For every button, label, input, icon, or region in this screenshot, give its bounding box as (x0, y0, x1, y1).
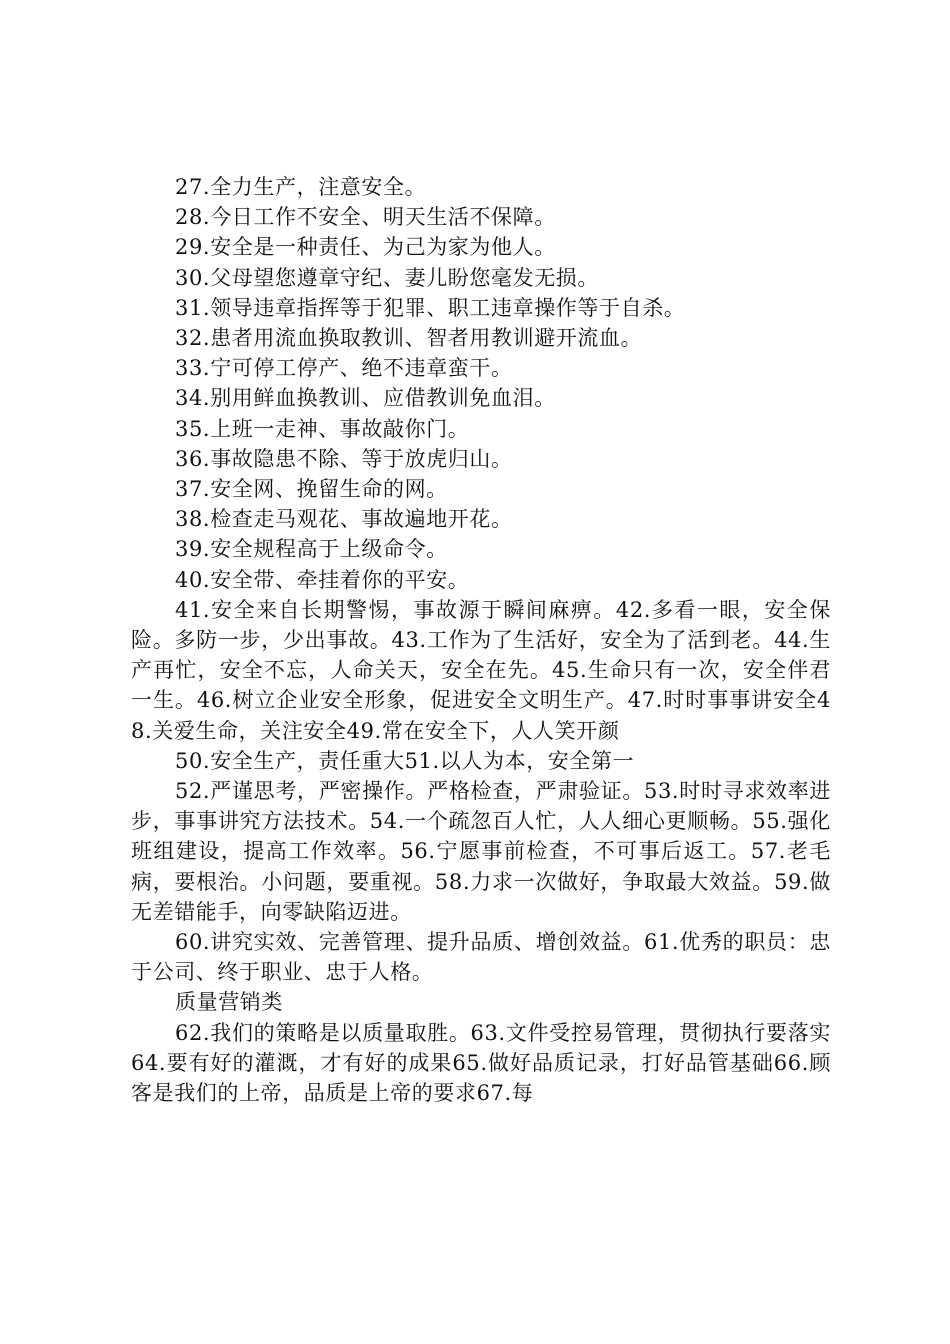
slogan-line-35: 35.上班一走神、事故敲你门。 (175, 416, 470, 441)
slogan-line-39: 39.安全规程高于上级命令。 (175, 537, 448, 562)
slogan-line-32: 32.患者用流血换取教训、智者用教训避开流血。 (175, 326, 643, 351)
slogan-line-31: 31.领导违章指挥等于犯罪、职工违章操作等于自杀。 (175, 295, 686, 320)
document-body (131, 172, 831, 1108)
paragraph-60-61: 60.讲究实效、完善管理、提升品质、增创效益。61.优秀的职员：忠于公司、终于职业、忠于人格。 (131, 930, 831, 985)
paragraph-52-59: 52.严谨思考，严密操作。严格检查，严肃验证。53.时时寻求效率进步，事事讲究方法技术。54.一个疏忽百人忙，人人细心更顺畅。55.强化班组建设，提高工作效率。56.宁愿事前检查，不可事后返工。57.老毛病，要根治。小问题，要重视。58.力求一次做好，争取最大效益。59.做无差错能手，向零缺陷迈进。 (131, 779, 831, 924)
slogan-line-27: 27.全力生产，注意安全。 (175, 175, 427, 199)
slogan-line-33: 33.宁可停工停产、绝不违章蛮干。 (175, 356, 513, 381)
paragraph-50-51: 50.安全生产，责任重大51.以人为本，安全第一 (175, 748, 635, 773)
slogan-line-40: 40.安全带、牵挂着你的平安。 (175, 567, 470, 592)
slogan-line-36: 36.事故隐患不除、等于放虎归山。 (175, 446, 513, 471)
section-heading-quality-marketing: 质量营销类 (175, 990, 283, 1015)
slogan-line-34: 34.别用鲜血换教训、应借教训免血泪。 (175, 386, 556, 411)
slogan-line-30: 30.父母望您遵章守纪、妻儿盼您毫发无损。 (175, 265, 599, 290)
slogan-line-29: 29.安全是一种责任、为己为家为他人。 (175, 235, 556, 260)
paragraph-62-67: 62.我们的策略是以质量取胜。63.文件受控易管理，贯彻执行要落实64.要有好的灌溉，才有好的成果65.做好品质记录，打好品管基础66.顾客是我们的上帝，品质是上帝的要求67.每 (131, 1020, 831, 1106)
paragraph-41-49: 41.安全来自长期警惕，事故源于瞬间麻痹。42.多看一眼，安全保险。多防一步，少出事故。43.工作为了生活好，安全为了活到老。44.生产再忙，安全不忘，人命关天，安全在先。45.生命只有一次，安全伴君一生。46.树立企业安全形象，促进安全文明生产。47.时时事事讲安全48.关爱生命，关注安全49.常在安全下，人人笑开颜 (131, 597, 831, 743)
slogan-line-28: 28.今日工作不安全、明天生活不保障。 (175, 205, 556, 230)
slogan-line-37: 37.安全网、挽留生命的网。 (175, 477, 448, 502)
slogan-line-38: 38.检查走马观花、事故遍地开花。 (175, 507, 513, 532)
